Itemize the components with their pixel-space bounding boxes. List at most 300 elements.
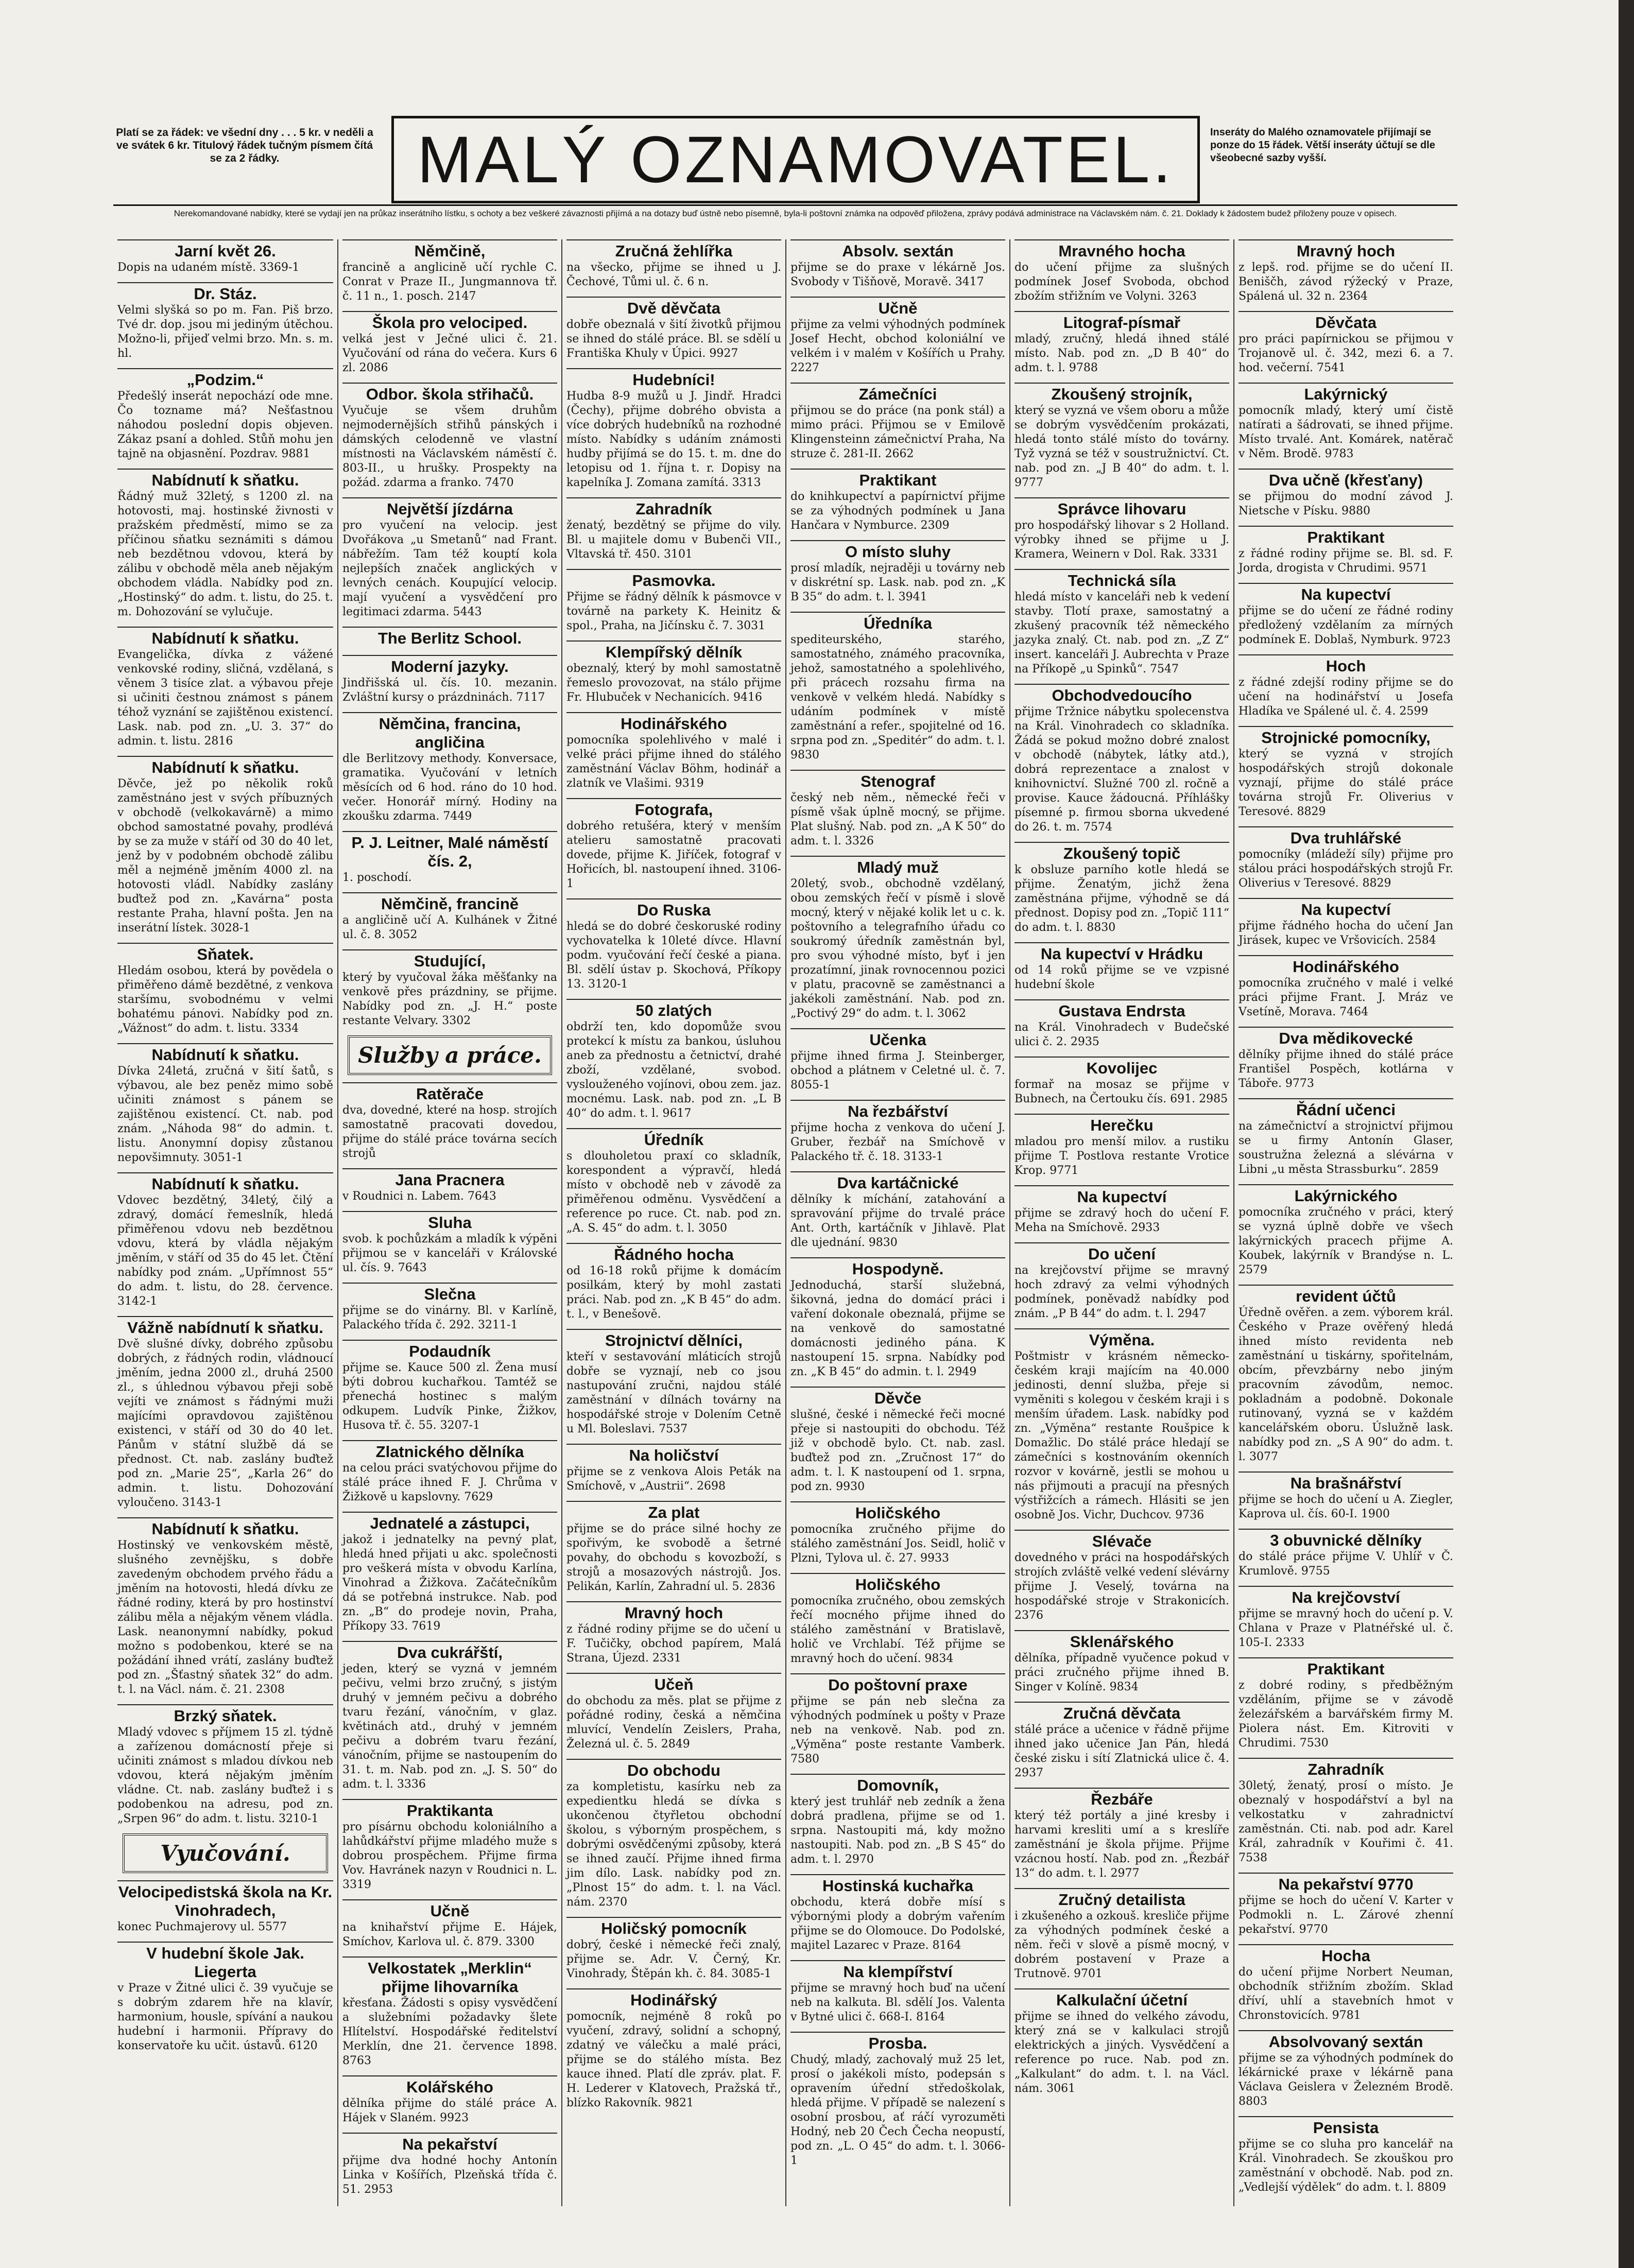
ad-heading: Holičského: [790, 1501, 1005, 1522]
classified-ad: [1239, 898, 1453, 948]
insert-note: Inseráty do Malého oznamovatele přijímají se ponze do 15 řádek. Větší inseráty účtují se dle všeobecné sazby vyšší.: [1210, 127, 1435, 164]
ad-text: přijme se z venkova Alois Peták na Smíchově, v „Austrii“. 2698: [566, 1465, 781, 1493]
classified-ad: [1014, 1185, 1229, 1235]
ad-heading: Zahradník: [566, 497, 781, 518]
ad-text: přijme se do praxe v lékárně Jos. Svobody v Tišňově, Moravě. 3417: [790, 261, 1005, 288]
ad-text: hledá se do dobré českoruské rodiny vychovatelka k 10leté dívce. Hlavní podm. vyučování řečí české a piana. Bl. sdělí ústav p. Skochová, Příkopy 13. 3120-1: [566, 920, 781, 991]
ad-text: dle Berlitzovy methody. Konversace, gramatika. Vyučování v letních měsících od 6 hod. ráno do 10 hod. večer. Honorář mírný. Hodiny na zkoušku zdarma. 7449: [342, 752, 557, 823]
ad-text: kteří v sestavování mláticích strojů dobře se vyznají, neb co jsou nastupování zručni, najdou stálé zaměstnání v dílnách továrny na hospodářské stroje v Dolením Cetně u Ml. Boleslavi. 7537: [566, 1351, 781, 1435]
ad-heading: Zkoušený topič: [1014, 842, 1229, 863]
ad-heading: Brzký sňatek.: [117, 1704, 333, 1725]
classified-ad: [790, 1774, 1005, 1867]
classified-ad: [790, 1387, 1005, 1494]
ad-text: z řádné rodiny přijme se. Bl. sd. F. Jorda, drogista v Chrudimi. 9571: [1239, 547, 1453, 575]
page-edge: [1619, 0, 1634, 2268]
ad-heading: Na klempířství: [790, 1960, 1005, 1981]
ad-text: dělníka, případně vyučence pokud v práci zručného přijme ihned B. Singer v Kolíně. 9834: [1014, 1652, 1229, 1693]
ad-text: Evangelička, dívka z vážené venkovské rodiny, sličná, vzdělaná, s věnem 3 tisíce zlat. a výbavou přeje si učiniti čestnou známost s pánem téhož vyznání se zajištěnou existencí. Lask. nab. pod zn. „U. 3. 37“ do admin. t. listu. 2816: [117, 648, 333, 748]
ad-heading: Nabídnutí k sňatku.: [117, 756, 333, 777]
classified-ad: [1239, 826, 1453, 891]
ad-text: Úředně ověřen. a zem. výborem král. Českého v Praze ověřený hledá ihned místo revidenta neb zaměstnání u tiskárny, spořitelnám, obcím, převzbárny nebo jiným pracovním závodům, nemoc. pokladnám a podobně. Dokonale rutinovaný, vyzná se v každém kancelářském oboru. Úslužně lask. nabídky pod zn. „S A 90“ do adm. t. l. 3077: [1239, 1306, 1453, 1463]
classified-ad: [117, 943, 333, 1036]
ad-heading: Zručná děvčata: [1014, 1702, 1229, 1723]
ad-heading: Mravný hoch: [566, 1601, 781, 1622]
ad-text: který též portály a jiné kresby i harvami kresliti umí a s kreslíře zaměstnání je škola přijme. Přijme vzácnou hostí. Nab. pod zn. „Řezbář 13“ do adm. t. l. 2977: [1014, 1809, 1229, 1880]
ad-heading: Dva truhlářské: [1239, 826, 1453, 847]
ad-heading: Na krejčovství: [1239, 1586, 1453, 1607]
classified-ad: [790, 383, 1005, 461]
ad-heading: Na holičství: [566, 1444, 781, 1465]
ad-heading: Podaudník: [342, 1340, 557, 1361]
ad-heading: Velkostatek „Merklin“ přijme lihovarníka: [342, 1957, 557, 1996]
ad-text: pomocník mladý, který umí čistě natírati a šádrovati, se ihned přijme. Místo trvalé. Ant. Komárek, natěrač v Něm. Brodě. 9783: [1239, 404, 1453, 460]
ad-heading: „Podzim.“: [117, 368, 333, 389]
ad-text: přijme se hoch do učení V. Karter v Podmokli n. L. Zárové zhenní pekařství. 9770: [1239, 1894, 1453, 1936]
classified-ad: [566, 1601, 781, 1666]
classified-ad: [566, 1501, 781, 1594]
ad-heading: Hodinářského: [566, 712, 781, 733]
ad-text: dva, dovedné, které na hosp. strojích samostatně pracovati dovedou, přijme do stálé práce továrna secích strojů: [342, 1104, 557, 1160]
ad-text: dělníka přijme do stálé práce A. Hájek v Slaném. 9923: [342, 2097, 557, 2124]
classified-ad: [1239, 654, 1453, 719]
ad-text: přijme se mravný hoch do učení p. V. Chlana v Praze v Platnéřské ul. č. 105-I. 2333: [1239, 1607, 1453, 1649]
classified-ad: [790, 297, 1005, 375]
admin-note: Nerekomandované nabídky, které se vydají jen na průkaz inserátního lístku, s ochoty a bez veškeré závaznosti přijímá a na dotazy buď ústně nebo písemně, byla-li poštovní známka na odpověď přiložena, zprávy podává administrace na Václavském nám. č. 21. Doklady k žádostem budež přiloženy pouze v opisech.: [113, 204, 1457, 219]
ad-heading: Praktikant: [1239, 1657, 1453, 1678]
classified-ad: [117, 1043, 333, 1165]
ad-text: jakož i jednatelky na pevný plat, hledá hned přijati u akc. společnosti pro veškerá místa v obvodu Karlína, Vinohrad a Žižkova. Začátečníkům dá se potřebná instrukce. Nab. pod zn. „B“ do prodeje novin, Praha, Příkopy 33. 7619: [342, 1533, 557, 1633]
classified-ad: [566, 798, 781, 891]
ad-heading: Sluha: [342, 1211, 557, 1232]
page-title: MALÝ OZNAMOVATEL.: [391, 116, 1200, 203]
ad-text: přijme řádného hocha do učení Jan Jirásek, kupec ve Vršovicích. 2584: [1239, 920, 1453, 947]
ad-heading: Lakýrnický: [1239, 383, 1453, 404]
classified-ad: [566, 1673, 781, 1752]
ad-heading: Na pekařství: [342, 2133, 557, 2154]
ad-heading: O místo sluhy: [790, 540, 1005, 561]
classified-ad: [1239, 1873, 1453, 1937]
ad-heading: Absolvovaný sextán: [1239, 2030, 1453, 2051]
ad-heading: Hoch: [1239, 654, 1453, 676]
ad-heading: Němčině, francině: [342, 892, 557, 913]
ad-heading: Na kupectví: [1239, 898, 1453, 919]
ad-heading: Učně: [342, 1899, 557, 1920]
ad-text: přijme se mravný hoch buď na učení neb na kalkuta. Bl. sdělí Jos. Valenta v Bytné ulici č. 668-I. 8164: [790, 1982, 1005, 2023]
ad-heading: Do poštovní praxe: [790, 1673, 1005, 1694]
ad-heading: Řádného hocha: [566, 1243, 781, 1264]
classified-ad: [566, 569, 781, 633]
ad-heading: P. J. Leitner, Malé náměstí čís. 2,: [342, 831, 557, 871]
ad-heading: Nabídnutí k sňatku.: [117, 469, 333, 490]
ad-heading: Mravného hocha: [1014, 239, 1229, 261]
ad-heading: Prosba.: [790, 2032, 1005, 2053]
ad-heading: Do učení: [1014, 1242, 1229, 1263]
ad-text: z řádné rodiny přijme se do učení u F. Tučičky, obchod papírem, Malá Strana, Újezd. 2331: [566, 1623, 781, 1665]
ad-text: od 16-18 roků přijme k domácím posilkám, který by mohl zastati práci. Nab. pod zn. „K B 45“ do adm. t. l., v Benešově.: [566, 1265, 781, 1321]
ad-heading: Jednatelé a zástupci,: [342, 1512, 557, 1533]
ad-text: do knihkupectví a papírnictví přijme se za výhodných podmínek u Jana Hančara v Nymburce. 2309: [790, 490, 1005, 532]
ad-heading: Hocha: [1239, 1944, 1453, 1965]
ad-heading: Hodinářského: [1239, 955, 1453, 976]
ad-text: do obchodu za měs. plat se přijme z pořádné rodiny, česká a němčina mluvící, Vendelín Zeislers, Praha, Železná ul. č. 5. 2849: [566, 1694, 781, 1751]
classified-ad: [1014, 1788, 1229, 1881]
ad-heading: Dva učně (křesťany): [1239, 469, 1453, 490]
ad-text: s dlouholetou praxí co skladník, korespondent a výpravčí, hledá místo v obchodě neb v závodě za přiměřenou odměnu. Vysvědčení a reference po ruce. Ct. nab. pod zn. „A. S. 45“ do adm. t. l. 3050: [566, 1150, 781, 1235]
ad-text: přijme se do vinárny. Bl. v Karlíně, Palackého třída č. 292. 3211-1: [342, 1304, 557, 1331]
ad-text: který se vyzná v strojích hospodářských strojů dokonale vyznají, přijme do stálé práce továrna strojů Fr. Oliverius v Teresové. 8829: [1239, 748, 1453, 818]
ad-heading: Lakýrnického: [1239, 1184, 1453, 1205]
ad-heading: Studující,: [342, 949, 557, 971]
classified-ad: [1239, 1944, 1453, 2023]
ad-heading: Slečna: [342, 1283, 557, 1304]
classified-ad: [1014, 497, 1229, 562]
ad-heading: Zámečníci: [790, 383, 1005, 404]
classified-ad: [790, 1028, 1005, 1093]
ad-heading: Strojnictví dělníci,: [566, 1329, 781, 1350]
ad-text: český neb něm., německé řeči v písmě však úplně mocný, se přijme. Plat slušný. Nab. pod zn. „A K 50“ do adm. t. l. 3326: [790, 791, 1005, 847]
ad-heading: Mravný hoch: [1239, 239, 1453, 261]
ad-text: do učení přijme Norbert Neuman, obchodník střižním zbožím. Sklad dříví, uhlí a stavebních hmot v Chronstovicích. 9781: [1239, 1966, 1453, 2022]
ad-text: dobře obeznalá v šití životků přijmou se ihned do stálé práce. Bl. se sdělí u Františka Khuly v Úpici. 9927: [566, 318, 781, 360]
ad-heading: Dvě děvčata: [566, 297, 781, 318]
classified-ad: [1014, 942, 1229, 992]
classified-ad: [342, 2133, 557, 2197]
ad-heading: Hudebníci!: [566, 368, 781, 389]
ad-heading: Herečku: [1014, 1114, 1229, 1135]
ad-heading: Na kupectví v Hrádku: [1014, 942, 1229, 963]
ad-heading: Němčina, francina, angličina: [342, 712, 557, 752]
ad-text: pomocníka zručného v práci, který se vyzná úplně dobře ve všech lakýrnických pracech přijme A. Koubek, lakýrník v Brandýse n. L. 2579: [1239, 1206, 1453, 1276]
section-heading: Vyučování.: [123, 1833, 328, 1873]
classified-ad: [117, 368, 333, 461]
classified-ad: [117, 1517, 333, 1697]
ad-text: k obsluze parního kotle hledá se přijme. Ženatým, jichž žena zaměstnána přijme, výhodně se dá přednost. Dopisy pod zn. „Topič 111“ do adm. t. l. 8830: [1014, 863, 1229, 934]
ad-heading: Za plat: [566, 1501, 781, 1522]
classified-ad: [1239, 526, 1453, 576]
ad-text: pomocníky (mládeží síly) přijme pro stálou práci hospodářských strojů Fr. Oliverius v Teresové. 8829: [1239, 848, 1453, 890]
classified-ad: [342, 1957, 557, 2068]
ad-text: přijme se ihned do velkého závodu, který zná se v kalkulaci strojů elektrických a jiných. Vysvědčení a reference po ruce. Nab. pod zn. „Kalkulant“ do adm. t. l. na Václ. nám. 3061: [1014, 2010, 1229, 2095]
ad-text: Poštmistr v krásném německo-českém kraji majícím na 40.000 jedinosti, denní služba, přeje si vyměniti s kolegou v českém kraji i s menším úřadem. Lask. nabídky pod zn. „Výměna“ restante Roušpice k Domažlic. Do stálé práce hledají se zámečníci s kostnováním okenních rozvor v kovárně, jestli se mohou u nás přijmouti a pracují na přesných výstřižcích a rámech. Hlásiti se jen osobně Jos. Vichr, Duchcov. 9736: [1014, 1350, 1229, 1521]
ad-text: pro písárnu obchodu koloniálního a lahůdkářství přijme mladého muže s dobrou prospěchem. Přijme firma Vov. Havránek nazyn v Roudnici n. L. 3319: [342, 1821, 557, 1891]
classified-ad: [1239, 239, 1453, 304]
ad-text: mladou pro menší milov. a rustiku přijme T. Postlova restante Vrotice Krop. 9771: [1014, 1135, 1229, 1177]
ad-text: stálé práce a učenice v řádně přijme ihned jako učenice Jan Pán, hledá české zisku i sítí Zlatnická ulice č. 4. 2937: [1014, 1723, 1229, 1779]
ad-heading: Na kupectví: [1014, 1185, 1229, 1206]
ad-heading: Praktikanta: [342, 1799, 557, 1820]
ad-text: který se vyzná ve všem oboru a může se dobrým vysvědčením prokázati, hledá tonto stálé místo do továrny. Tyž vyzná se též v soustružnictví. Ct. nab. pod zn. „J B 40“ do adm. t. l. 9777: [1014, 404, 1229, 489]
column-2: [337, 239, 561, 2206]
classified-ad: [1239, 1098, 1453, 1177]
ad-text: pro vyučení na velocip. jest Dvořákova „u Smetanů“ nad Frant. nábřežím. Tam též kouptí kola nejlepších značek anglických v levných cenách. Koupující velocip. mají vyučení a vysvědčení pro legitimaci zdarma. 5443: [342, 519, 557, 618]
ad-heading: Zkoušený strojník,: [1014, 383, 1229, 404]
ad-text: přijme za velmi výhodných podmínek Josef Hecht, obchod koloniální ve velkém i v malém v Košířích u Prahy. 2227: [790, 318, 1005, 374]
classified-ad: [342, 311, 557, 375]
classified-ad: [1239, 583, 1453, 647]
ad-heading: Praktikant: [790, 469, 1005, 490]
ad-heading: Nabídnutí k sňatku.: [117, 1172, 333, 1193]
ad-heading: Technická síla: [1014, 569, 1229, 590]
classified-ad: [117, 1880, 333, 1934]
ad-text: Přijme se řádný dělník k pásmovce v továrně na parkety K. Heinitz & spol., Praha, na Jičínsku č. 7. 3031: [566, 591, 781, 632]
classified-ad: [342, 1082, 557, 1161]
classified-ad: [342, 1440, 557, 1504]
ad-heading: Na brašnářství: [1239, 1471, 1453, 1493]
ad-text: slušné, české i německé řeči mocné přeje si nastoupiti do obchodu. Též již v obchodě bylo. Ct. nab. zasl. buďtež pod zn. „Zručnost 17“ do adm. t. l. K nastoupení od 1. srpna, pod zn. 9930: [790, 1408, 1005, 1493]
ad-heading: Hostinská kuchařka: [790, 1874, 1005, 1895]
price-box: Platí se za řádek: ve všední dny . . . 5 kr. v neděli a ve svátek 6 kr. Titulový řádek tučným písmem čítá se za 2 řádky.: [116, 127, 373, 164]
column-6: [1233, 239, 1457, 2206]
classified-ad: [790, 1501, 1005, 1566]
ad-heading: V hudební škole Jak. Liegerta: [117, 1942, 333, 1981]
classified-ad: [1239, 383, 1453, 461]
ad-text: z řádné zdejší rodiny přijme se do učení na hodinářství u Josefa Hladíka ve Spálené ul. č. 4. 2599: [1239, 676, 1453, 718]
ad-heading: Úředníka: [790, 612, 1005, 633]
ad-heading: Strojnické pomocníky,: [1239, 726, 1453, 747]
classified-ad: [342, 712, 557, 824]
ad-text: přijme hocha z venkova do učení J. Gruber, řezbář na Smíchově v Palackého tř. č. 18. 3133-1: [790, 1121, 1005, 1163]
ad-heading: The Berlitz School.: [342, 627, 557, 648]
ad-heading: Dr. Stáz.: [117, 282, 333, 303]
ad-text: na knihařství přijme E. Hájek, Smíchov, Karlova ul. č. 879. 3300: [342, 1921, 557, 1948]
ad-heading: 50 zlatých: [566, 999, 781, 1020]
ad-text: Hudba 8-9 mužů u J. Jindř. Hradci (Čechy), přijme dobrého obvista a více dobrých hudebníků na rozhodné místo. Nabídky s udáním známosti hudby přijímá se do 15. t. m. dne do letopisu od 1. října t. r. Dopisy na kapelníka J. Zomana zamítá. 3313: [566, 390, 781, 489]
ad-heading: Klempířský dělník: [566, 640, 781, 662]
ad-text: přijme ihned firma J. Steinberger, obchod a plátnem v Celetné ul. č. 7. 8055-1: [790, 1050, 1005, 1092]
ad-text: dovedného v práci na hospodářských strojích zvláště velké vedení slévárny přijme J. Veselý, továrna na hospodářské stroje v Strakonicích. 2376: [1014, 1551, 1229, 1622]
ad-text: Dvě slušné dívky, dobrého způsobu dobrých, z řádných rodin, vládnoucí jměním, jedna 2000 zl., druhá 2500 zl., s úhlednou výbavou přeji sobě vejíti ve známost s řádnými muži majícími opravdovou zajištěnou existenci, v stáří od 30 do 40 let. Pánům v státní službě dá se přednost. Ct. nab. zaslány buďtež pod zn. „Marie 25“, „Karla 26“ do admin. t. listu. Dohozování vyloučeno. 3143-1: [117, 1338, 333, 1509]
classified-ad: [566, 898, 781, 992]
ad-heading: Na řezbářství: [790, 1100, 1005, 1121]
classified-ad: [566, 640, 781, 705]
classified-ad: [342, 1168, 557, 1204]
classified-ad: [342, 239, 557, 304]
ad-text: mladý, zručný, hledá ihned stálé místo. Nab. pod zn. „D B 40“ do adm. t. l. 9788: [1014, 333, 1229, 374]
ad-text: přijme Tržnice nábytku spolecenstva na Král. Vinohradech co skladníka. Žádá se pokud možno dobré znalost v obchodě (nábytek, látky atd.), dobrá reprezentace a znalost v knihovnictví. Služné 700 zl. ročně a provise. Kauce žádoucná. Příhlášky písemné p. firmou sborna ukvedené do 26. t. m. 7574: [1014, 705, 1229, 834]
classified-ad: [566, 497, 781, 562]
ad-text: přijme se pán neb slečna za výhodných podmínek u pošty v Praze neb na venkově. Nab. pod zn. „Výměna“ poste restante Vamberk. 7580: [790, 1695, 1005, 1765]
ad-heading: Zručný detailista: [1014, 1888, 1229, 1909]
classified-ad: [790, 540, 1005, 604]
ad-heading: Ratěrače: [342, 1082, 557, 1103]
ad-heading: Sňatek.: [117, 943, 333, 964]
ad-text: přijmou se do práce (na ponk stál) a mimo práci. Přijmou se v Emilově Klingensteinn zámečnictví Praha, Na struze č. 281-II. 2662: [790, 404, 1005, 460]
ad-text: formař na mosaz se přijme v Bubnech, na Čertouku čís. 691. 2985: [1014, 1078, 1229, 1105]
ad-text: Děvče, jež po několik roků zaměstnáno jest v svých příbuzných v obchodě (velkokavárně) a mimo obchod samostatné povahy, prodlévá by se za muže v stáří od 30 do 40 let, jenž by v podobném obchodě zálibu měl a nejméně jměním 4000 zl. na hotovosti vládl. Nabídky zaslány buďtež pod zn. „Kavárna“ posta restante Praha, hlavní pošta. Jen na inserátní lístek. 3028-1: [117, 777, 333, 934]
classified-ad: [1239, 311, 1453, 375]
classified-ad: [1014, 569, 1229, 677]
ad-text: na všecko, přijme se ihned u J. Čechové, Tůmi ul. č. 6 n.: [566, 261, 781, 288]
classified-ad: [790, 1573, 1005, 1666]
classified-ad: [1239, 469, 1453, 518]
ad-text: obchodu, která dobře mísí s výbornými plody a dobrým vařením přijme se do Olomouce. Do Podolské, majitel Lazarec v Praze. 8164: [790, 1896, 1005, 1952]
ad-columns: [113, 239, 1457, 2206]
ad-heading: Řádní učenci: [1239, 1098, 1453, 1119]
ad-text: na Král. Vinohradech v Budečské ulici č. 2. 2935: [1014, 1021, 1229, 1048]
ad-heading: Zručná žehlířka: [566, 239, 781, 261]
classified-ad: [1239, 1184, 1453, 1277]
ad-heading: Škola pro velociped.: [342, 311, 557, 332]
ad-text: na krejčovství přijme se mravný hoch zdravý za velmi výhodných podmínek, poněvadž nabídky pod znám. „P B 44“ do adm. t. l. 2947: [1014, 1264, 1229, 1320]
ad-heading: Kalkulační účetní: [1014, 1988, 1229, 2010]
ad-text: na zámečnictví a strojnictví přijmou se u firmy Antonín Glaser, soustružna železná a slévárna v Libni „u města Strassburku“. 2859: [1239, 1120, 1453, 1176]
ad-text: na celou práci svatýchovou přijme do stálé práce ihned F. J. Chrůma v Žižkově u kapslovny. 7629: [342, 1462, 557, 1503]
classified-ad: [342, 1211, 557, 1275]
ad-text: konec Puchmajerovy ul. 5577: [117, 1920, 287, 1933]
ad-heading: Velocipedistská škola na Kr. Vinohradech,: [117, 1880, 333, 1920]
ad-text: Vdovec bezdětný, 34letý, čilý a zdravý, domácí řemeslník, hledá přiměřenou vdovu neb bezdětnou vdovu, která by vládla nějakým jměním, v stáří od 35 do 45 let. Čtění nabídky pod znám. „Upřímnost 55“ do adm. t. listu, do 28. července. 3142-1: [117, 1194, 333, 1308]
classified-ad: [1239, 2030, 1453, 2109]
ad-text: spediteurského, starého, samostatného, známého pracovníka, jehož, samostatného a spolehlivého, při prácech rozsahu firma na venkově v velkém hledá. Nabídky s udáním podmínek v místě zaměstnání a refer., spojitelné od 16. srpna pod zn. „Speditér“ do adm. t. l. 9830: [790, 633, 1005, 761]
ad-heading: Pasmovka.: [566, 569, 781, 590]
classified-ad: [1014, 311, 1229, 375]
ad-text: přijme se co sluha pro kancelář na Král. Vinohradech. Se zkouškou pro zaměstnání v obchodě. Nab. pod zn. „Vedlejší výdělek“ do adm. t. l. 8809: [1239, 2138, 1453, 2194]
ad-heading: Holičský pomocník: [566, 1917, 781, 1938]
ad-heading: Praktikant: [1239, 526, 1453, 547]
ad-text: přijme dva hodné hochy Antonín Linka v Košířích, Plzeňská třída č. 51. 2953: [342, 2154, 557, 2196]
column-3: [561, 239, 785, 2206]
ad-heading: Hospodyně.: [790, 1257, 1005, 1278]
classified-ad: [1014, 383, 1229, 490]
ad-text: hledá místo v kanceláři neb k vedení stavby. Tlotí praxe, samostatný a zkušený pracovník též německého jazyka znalý. Ct. nab. pod zn. „Z Z“ insert. kanceláři J. Aubrechta v Praze na Příkopě „u Spinků“. 7547: [1014, 591, 1229, 676]
classified-ad: [117, 282, 333, 361]
classified-ad: [342, 627, 557, 648]
ad-heading: Slévače: [1014, 1530, 1229, 1551]
classified-ad: [117, 627, 333, 749]
ad-text: který by vyučoval žáka měšťanky na venkově přes prázdniny, se přijme. Nabídky pod zn. „J. H.“ poste restante Velvary. 3302: [342, 971, 557, 1027]
ad-text: velká jest v Ječné ulici č. 21. Vyučování od rána do večera. Kurs 6 zl. 2086: [342, 333, 557, 374]
ad-heading: Němčině,: [342, 239, 557, 261]
ad-text: do učení přijme za slušných podmínek Josef Svoboda, obchod zbožím střižním ve Volyni. 3263: [1014, 261, 1229, 303]
section-heading: Služby a práce.: [348, 1035, 552, 1075]
ad-heading: Do Ruska: [566, 898, 781, 920]
classified-ad: [1014, 842, 1229, 935]
classified-ad: [342, 1641, 557, 1792]
classified-ad: [1014, 1242, 1229, 1321]
classified-ad: [342, 892, 557, 942]
classified-ad: [790, 1171, 1005, 1250]
ad-text: Předešlý inserát nepochází ode mne. Čo tozname má? Nešťastnou náhodou poslední dopis objeven. Zákaz psaní a dohled. Stůň mohu jen tajně na objasnění. Pozdrav. 9881: [117, 390, 333, 460]
ad-text: Dívka 24letá, zručná v šití šatů, s výbavou, ale bez peněz mimo sobě učiniti známost s pánem se zajištěnou existencí. Ct. nab. pod znám. „Náhoda 98“ do admin. t. listu. Anonymní dopisy zůstanou nepovšimnuty. 3051-1: [117, 1065, 333, 1164]
classified-ad: [342, 949, 557, 1028]
classified-ad: [1239, 1586, 1453, 1650]
classified-ad: [566, 1243, 781, 1322]
ad-text: pro práci papírnickou se přijmou v Trojanově ul. č. 342, mezi 6. a 7. hod. večerní. 7541: [1239, 333, 1453, 374]
classified-ad: [566, 1128, 781, 1236]
ad-text: a angličině učí A. Kulhánek v Žitné ul. č. 8. 3052: [342, 914, 557, 941]
ad-text: přijme se za výhodných podmínek do lékárnické praxe v lékárně pana Václava Geislera v Železném Brodě. 8803: [1239, 2052, 1453, 2108]
ad-heading: Děvčata: [1239, 311, 1453, 332]
ad-text: Jindřišská ul. čís. 10. mezanin. Zvláštní kursy o prázdninách. 7117: [342, 677, 557, 704]
ad-heading: Moderní jazyky.: [342, 655, 557, 676]
ad-heading: Fotografa,: [566, 798, 781, 819]
ad-heading: Vážně nabídnutí k sňatku.: [117, 1316, 333, 1337]
ad-text: přijme se. Kauce 500 zl. Žena musí býti dobrou kuchařkou. Tamtéž se přenechá hostinec s malým odkupem. Ludvík Pinke, Žižkov, Husova tř. č. 55. 3207-1: [342, 1361, 557, 1432]
classified-ad: [790, 856, 1005, 1021]
classified-ad: [1014, 684, 1229, 835]
ad-text: 20letý, svob., obchodně vzdělaný, obou zemských řečí v písmě i slově mocný, který v nějaké kolik let u c. k. poštovního a telegrafního úřadu co soukromý úředník zaměstnán byl, pro svou výhodné místo, byť i jen prozatímní, jinak rovnocennou pozici v platu, pracovně se zaměstnanci a jakékoli zaměstnání. Nab. pod zn. „Poctivý 29“ do adm. t. l. 3062: [790, 877, 1005, 1020]
ad-text: přijme se hoch do učení u A. Ziegler, Kaprova ul. čís. 60-I. 1900: [1239, 1493, 1453, 1520]
ad-text: pro hospodářský lihovar s 2 Holland. výrobky ihned se přijme u J. Kramera, Weinern v Dol. Rak. 3331: [1014, 519, 1229, 561]
ad-heading: Největší jízdárna: [342, 497, 557, 518]
classified-ad: [342, 383, 557, 490]
classified-ad: [566, 297, 781, 361]
ad-heading: Mladý muž: [790, 856, 1005, 877]
classified-ad: [566, 1917, 781, 1981]
ad-text: Chudý, mladý, zachovalý muž 25 let, prosí o jakékoli místo, podepsán s opravením úřední středoškolak, hledá přijme. V případě se nalezení s osobní prosbou, ať ráčí vyrozuměti Hodný, neb 20 Čech Čecha neopustí, pod zn. „L. O 45“ do adm. t. l. 3066-1: [790, 2053, 1005, 2167]
classified-ad: [1239, 1657, 1453, 1751]
classified-ad: [566, 712, 781, 791]
ad-heading: Holičského: [790, 1573, 1005, 1594]
classified-ad: [790, 1960, 1005, 2024]
ad-heading: Děvče: [790, 1387, 1005, 1408]
ad-heading: Dva kartáčnické: [790, 1171, 1005, 1192]
ad-heading: Do obchodu: [566, 1759, 781, 1780]
classified-ad: [1239, 955, 1453, 1019]
ad-heading: Dva cukrářští,: [342, 1641, 557, 1662]
ad-heading: Dva mědikovecké: [1239, 1027, 1453, 1048]
ad-heading: Litograf-písmař: [1014, 311, 1229, 332]
ad-heading: Jarní květ 26.: [117, 239, 333, 261]
ad-heading: Učenka: [790, 1028, 1005, 1049]
ad-text: dobrého retušéra, který v menším atelieru samostatně pracovati dovede, přijme K. Jiříček, fotograf v Hořicích, bl. nastoupení ihned. 3106-1: [566, 820, 781, 890]
ad-text: Hostinský ve venkovském městě, slušného zevnějšku, s dobře zavedeným obchodem prvého řádu a jměním na hotovosti, hledá dívku ze řádné rodiny, která by pro hostinství zálibu měla a nějakým věnem vládla. Lask. neanonymní nabídky, pokud možno s podobenkou, které se na požádání ihned vrátí, zaslány buďtež pod zn. „Šťastný sňatek 32“ do adm. t. l. na Václ. nám. č. 21. 2308: [117, 1539, 333, 1696]
ad-text: z lepš. rod. přijme se do učení II. Beniščh, závod rýžecký v Praze, Spálená ul. 32 n. 2364: [1239, 261, 1453, 303]
ad-text: v Praze v Žitné ulici č. 39 vyučuje se s dobrým zdarem hře na klavír, harmonium, housle, spívání a naukou hudební i harmonii. Přípravy do konservatoře ku učit. ústavů. 6120: [117, 1982, 333, 2052]
ad-heading: Domovník,: [790, 1774, 1005, 1795]
classified-ad: [117, 469, 333, 619]
classified-ad: [790, 2032, 1005, 2168]
classified-ad: [342, 1899, 557, 1949]
ad-heading: Hodinářský: [566, 1988, 781, 2010]
ad-heading: Na kupectví: [1239, 583, 1453, 604]
classified-ad: [1239, 1027, 1453, 1091]
classified-ad: [342, 497, 557, 619]
classified-ad: [117, 239, 333, 275]
classified-ad: [1239, 1529, 1453, 1579]
ad-heading: Jana Pracnera: [342, 1168, 557, 1189]
column-1: [113, 239, 337, 2206]
column-5: [1009, 239, 1233, 2206]
classified-ad: [1239, 1758, 1453, 1865]
ad-text: který jest truhlář neb zedník a žena dobrá pradlena, přijme se od 1. srpna. Nastoupiti má, kdy možno nastoupiti. Nab. pod zn. „B S 45“ do adm. t. l. 2970: [790, 1795, 1005, 1866]
ad-heading: Učeň: [566, 1673, 781, 1694]
classified-ad: [342, 1799, 557, 1892]
ad-text: Řádný muž 32letý, s 1200 zl. na hotovosti, maj. hostinské živnosti v pražském předměstí, mimo se za příčinou sňatku seznámiti s dámou neb bezdětnou vdovou, která by zálibu v obchodě měla aneb nějakým obchodem vládla. Nabídky pod zn. „Hostinský“ do adm. t. listu, do 25. t. m. Dohozování se vylučuje.: [117, 490, 333, 618]
ad-text: i zkušeného a ozkouš. kresliče přijme za výhodných podmínek české a něm. řeči v slově a písmě mocný, v dobrém postavení v Praze a Trutnově. 9701: [1014, 1910, 1229, 1980]
ad-text: od 14 roků přijme se ve vzpisné hudební škole: [1014, 964, 1229, 991]
ad-text: za kompletistu, kasírku neb za expedientku hledá se dívka s ukončenou čtyřletou obchodní školou, s výborným prospěchem, s dobrými osvědčenými způsoby, která se ihned zaučí. Přijme ihned firma jim dílo. Lask. nabídky pod zn. „Plnost 15“ do adm. t. l. na Václ. nám. 2370: [566, 1780, 781, 1909]
classified-ad: [342, 2075, 557, 2125]
classified-ad: [1014, 1702, 1229, 1780]
masthead-area: [113, 116, 1457, 224]
column-4: [785, 239, 1009, 2206]
classified-ad: [1014, 239, 1229, 304]
classified-ad: [1239, 2116, 1453, 2195]
ad-text: Vyučuje se všem druhům nejmodernějších střihů pánských i dámských celodenně ve vlastní místnosti na Václavském náměstí č. 803-II., u hrušky. Prospekty na požád. zdarma a franko. 7470: [342, 404, 557, 489]
classified-ad: [790, 770, 1005, 849]
ad-text: pomocníka zručného, obou zemských řečí mocného přijme ihned do stálého zaměstnání v Bratislavě, holič ve Vrchlabí. Též přijme se mravný hoch do učení. 9834: [790, 1595, 1005, 1665]
ad-heading: Učně: [790, 297, 1005, 318]
classified-ad: [117, 1172, 333, 1309]
ad-text: 1. poschodí.: [342, 871, 412, 884]
ad-heading: Výměna.: [1014, 1328, 1229, 1349]
classified-ad: [1014, 1630, 1229, 1694]
ad-text: Hledám osobou, která by povědela o přiměřeno dámě bezdětné, z venkova staršímu, svobodnému v velmi bohatému pánovi. Nabídky pod zn. „Vážnost“ do adm. t. listu. 3334: [117, 964, 333, 1035]
ad-text: ženatý, bezdětný se přijme do vily. Bl. u majitele domu v Bubenči VII., Vltavská tř. 450. 3101: [566, 519, 781, 561]
ad-text: dělníky k míchání, zatahování a spravování přijme do trvalé práce Ant. Orth, kartáčník v Jihlavě. Plat dle ujednání. 9830: [790, 1193, 1005, 1249]
ad-text: v Roudnici n. Labem. 7643: [342, 1190, 496, 1203]
